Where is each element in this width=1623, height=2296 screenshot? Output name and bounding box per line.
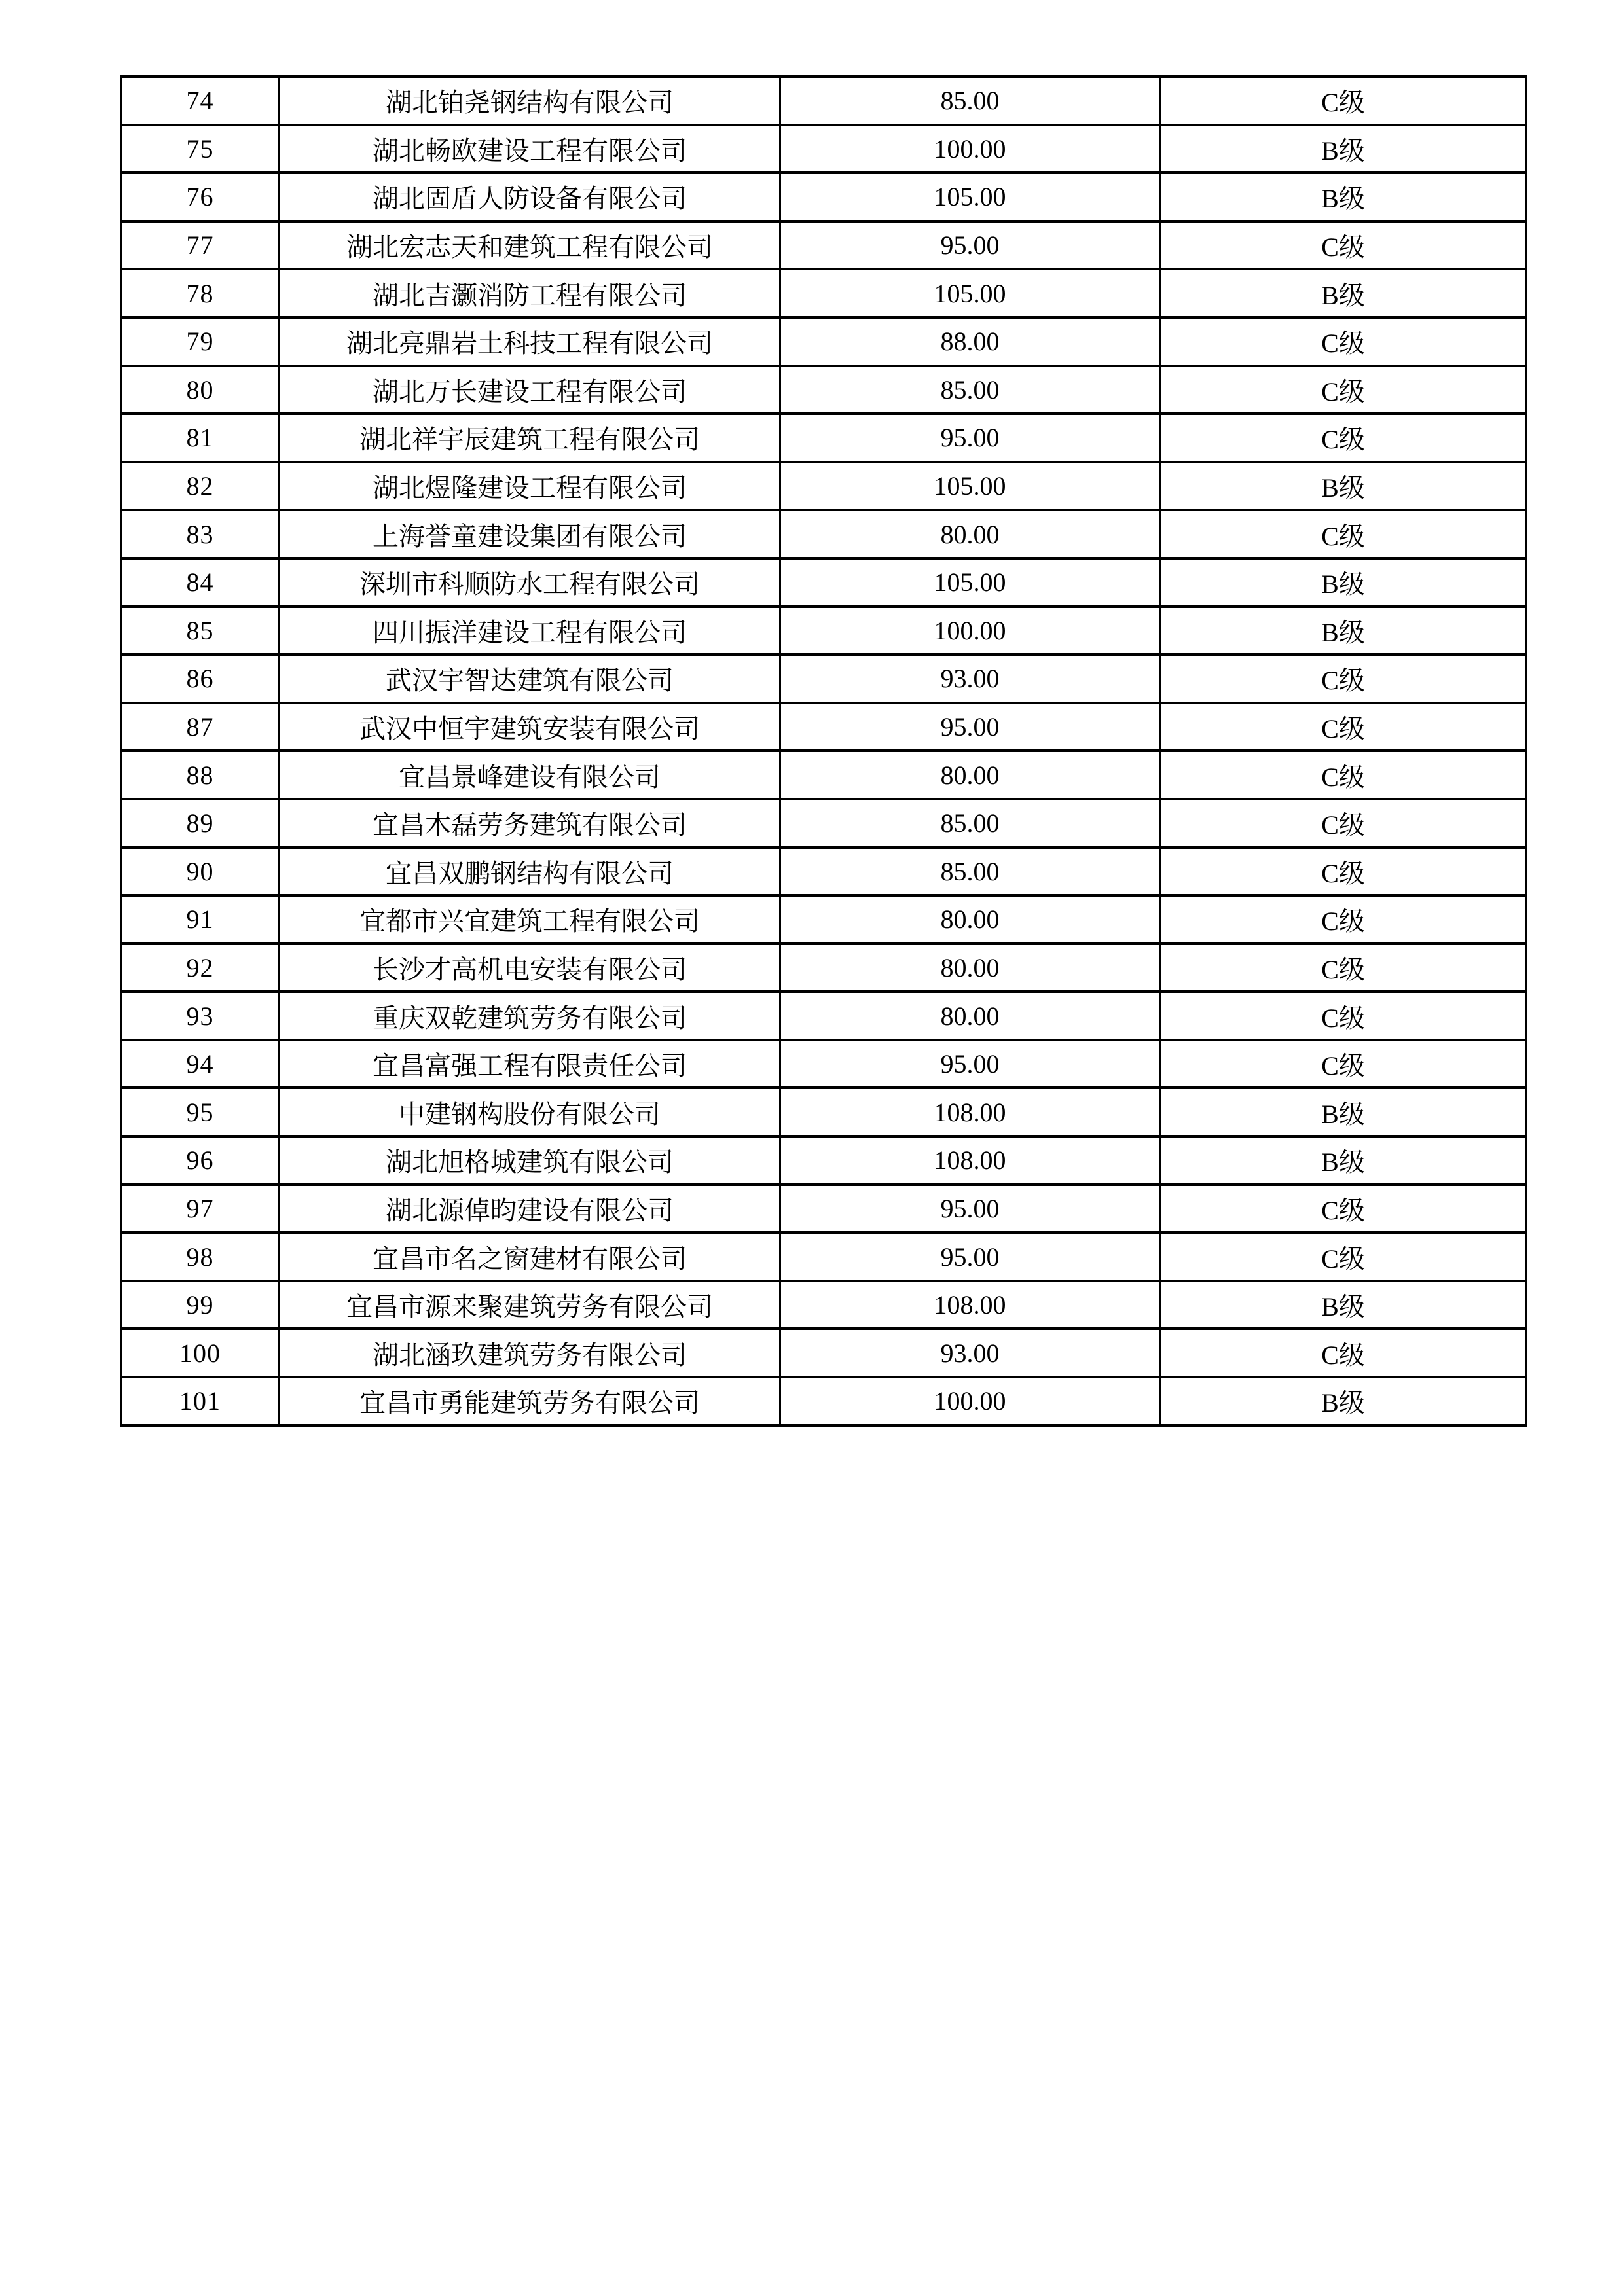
score-cell: 85.00: [780, 848, 1160, 896]
row-number-cell: 94: [121, 1040, 280, 1088]
table-row: [121, 125, 1527, 173]
company-name-cell: 上海誉童建设集团有限公司: [280, 510, 780, 558]
company-name-cell: 宜昌双鹏钢结构有限公司: [280, 848, 780, 896]
company-name-cell: 湖北吉灏消防工程有限公司: [280, 269, 780, 317]
row-number-cell: 96: [121, 1136, 280, 1185]
table-row: [121, 1377, 1527, 1426]
row-number-cell: 86: [121, 655, 280, 703]
score-cell: 95.00: [780, 1232, 1160, 1281]
grade-cell: B级: [1160, 558, 1527, 607]
company-name-cell: 湖北畅欧建设工程有限公司: [280, 125, 780, 173]
company-name-cell: 湖北旭格城建筑有限公司: [280, 1136, 780, 1185]
table-row: [121, 269, 1527, 317]
score-cell: 108.00: [780, 1136, 1160, 1185]
company-name-cell: 湖北宏志天和建筑工程有限公司: [280, 221, 780, 270]
score-cell: 105.00: [780, 269, 1160, 317]
score-cell: 105.00: [780, 173, 1160, 221]
score-cell: 108.00: [780, 1088, 1160, 1136]
table-row: [121, 1185, 1527, 1233]
row-number-cell: 99: [121, 1281, 280, 1329]
table-row: [121, 655, 1527, 703]
grade-cell: B级: [1160, 462, 1527, 511]
company-name-cell: 湖北亮鼎岩土科技工程有限公司: [280, 317, 780, 366]
table-row: [121, 366, 1527, 414]
grade-cell: C级: [1160, 944, 1527, 992]
grade-cell: C级: [1160, 414, 1527, 462]
row-number-cell: 83: [121, 510, 280, 558]
row-number-cell: 82: [121, 462, 280, 511]
company-name-cell: 武汉宇智达建筑有限公司: [280, 655, 780, 703]
score-cell: 80.00: [780, 944, 1160, 992]
company-name-cell: 长沙才高机电安装有限公司: [280, 944, 780, 992]
grade-cell: C级: [1160, 992, 1527, 1040]
company-name-cell: 宜昌富强工程有限责任公司: [280, 1040, 780, 1088]
score-cell: 85.00: [780, 77, 1160, 125]
row-number-cell: 88: [121, 751, 280, 799]
table-row: [121, 1040, 1527, 1088]
score-cell: 95.00: [780, 414, 1160, 462]
row-number-cell: 79: [121, 317, 280, 366]
grade-cell: B级: [1160, 173, 1527, 221]
row-number-cell: 74: [121, 77, 280, 125]
score-cell: 95.00: [780, 703, 1160, 751]
table-row: [121, 1281, 1527, 1329]
table-row: [121, 751, 1527, 799]
company-name-cell: 武汉中恒宇建筑安装有限公司: [280, 703, 780, 751]
table-row: [121, 558, 1527, 607]
company-name-cell: 湖北固盾人防设备有限公司: [280, 173, 780, 221]
row-number-cell: 80: [121, 366, 280, 414]
table-row: [121, 1329, 1527, 1377]
table-body: [121, 77, 1527, 1426]
grade-cell: C级: [1160, 799, 1527, 848]
table-row: [121, 414, 1527, 462]
grade-cell: C级: [1160, 366, 1527, 414]
table-row: [121, 895, 1527, 944]
grade-cell: B级: [1160, 1281, 1527, 1329]
row-number-cell: 85: [121, 607, 280, 655]
grade-cell: C级: [1160, 751, 1527, 799]
company-name-cell: 四川振洋建设工程有限公司: [280, 607, 780, 655]
company-name-cell: 湖北涵玖建筑劳务有限公司: [280, 1329, 780, 1377]
grade-cell: C级: [1160, 703, 1527, 751]
row-number-cell: 97: [121, 1185, 280, 1233]
score-cell: 95.00: [780, 221, 1160, 270]
row-number-cell: 77: [121, 221, 280, 270]
grade-cell: B级: [1160, 607, 1527, 655]
grade-cell: C级: [1160, 848, 1527, 896]
score-cell: 80.00: [780, 510, 1160, 558]
table-row: [121, 317, 1527, 366]
score-cell: 80.00: [780, 992, 1160, 1040]
row-number-cell: 91: [121, 895, 280, 944]
company-name-cell: 湖北源倬昀建设有限公司: [280, 1185, 780, 1233]
row-number-cell: 87: [121, 703, 280, 751]
grade-cell: C级: [1160, 1329, 1527, 1377]
table-row: [121, 462, 1527, 511]
row-number-cell: 93: [121, 992, 280, 1040]
table-row: [121, 173, 1527, 221]
company-name-cell: 宜都市兴宜建筑工程有限公司: [280, 895, 780, 944]
grade-cell: C级: [1160, 1185, 1527, 1233]
score-cell: 85.00: [780, 366, 1160, 414]
score-cell: 100.00: [780, 607, 1160, 655]
score-cell: 88.00: [780, 317, 1160, 366]
score-cell: 80.00: [780, 751, 1160, 799]
grade-cell: C级: [1160, 1232, 1527, 1281]
company-name-cell: 宜昌市源来聚建筑劳务有限公司: [280, 1281, 780, 1329]
row-number-cell: 78: [121, 269, 280, 317]
row-number-cell: 95: [121, 1088, 280, 1136]
company-name-cell: 湖北铂尧钢结构有限公司: [280, 77, 780, 125]
score-cell: 93.00: [780, 1329, 1160, 1377]
grade-cell: C级: [1160, 317, 1527, 366]
table-row: [121, 607, 1527, 655]
row-number-cell: 84: [121, 558, 280, 607]
company-name-cell: 重庆双乾建筑劳务有限公司: [280, 992, 780, 1040]
grade-cell: B级: [1160, 125, 1527, 173]
row-number-cell: 98: [121, 1232, 280, 1281]
table-row: [121, 799, 1527, 848]
score-cell: 100.00: [780, 125, 1160, 173]
row-number-cell: 90: [121, 848, 280, 896]
table-row: [121, 221, 1527, 270]
score-cell: 95.00: [780, 1185, 1160, 1233]
row-number-cell: 89: [121, 799, 280, 848]
company-name-cell: 湖北祥宇辰建筑工程有限公司: [280, 414, 780, 462]
company-name-cell: 宜昌景峰建设有限公司: [280, 751, 780, 799]
grade-cell: B级: [1160, 1088, 1527, 1136]
table-row: [121, 1232, 1527, 1281]
score-cell: 95.00: [780, 1040, 1160, 1088]
table-row: [121, 1136, 1527, 1185]
score-cell: 105.00: [780, 462, 1160, 511]
row-number-cell: 76: [121, 173, 280, 221]
table-row: [121, 944, 1527, 992]
row-number-cell: 75: [121, 125, 280, 173]
row-number-cell: 100: [121, 1329, 280, 1377]
score-cell: 108.00: [780, 1281, 1160, 1329]
grade-cell: B级: [1160, 269, 1527, 317]
score-cell: 80.00: [780, 895, 1160, 944]
company-name-cell: 中建钢构股份有限公司: [280, 1088, 780, 1136]
grade-cell: C级: [1160, 221, 1527, 270]
score-cell: 85.00: [780, 799, 1160, 848]
company-name-cell: 湖北煜隆建设工程有限公司: [280, 462, 780, 511]
grade-cell: C级: [1160, 895, 1527, 944]
company-name-cell: 宜昌市名之窗建材有限公司: [280, 1232, 780, 1281]
table-row: [121, 510, 1527, 558]
table-row: [121, 77, 1527, 125]
table-row: [121, 703, 1527, 751]
score-cell: 100.00: [780, 1377, 1160, 1426]
grade-cell: B级: [1160, 1377, 1527, 1426]
score-cell: 105.00: [780, 558, 1160, 607]
company-name-cell: 宜昌市勇能建筑劳务有限公司: [280, 1377, 780, 1426]
row-number-cell: 92: [121, 944, 280, 992]
score-cell: 93.00: [780, 655, 1160, 703]
company-score-table: [120, 75, 1527, 1427]
company-name-cell: 湖北万长建设工程有限公司: [280, 366, 780, 414]
grade-cell: C级: [1160, 510, 1527, 558]
table-row: [121, 1088, 1527, 1136]
grade-cell: B级: [1160, 1136, 1527, 1185]
row-number-cell: 81: [121, 414, 280, 462]
grade-cell: C级: [1160, 77, 1527, 125]
table-row: [121, 848, 1527, 896]
table-row: [121, 992, 1527, 1040]
company-name-cell: 深圳市科顺防水工程有限公司: [280, 558, 780, 607]
row-number-cell: 101: [121, 1377, 280, 1426]
company-name-cell: 宜昌木磊劳务建筑有限公司: [280, 799, 780, 848]
grade-cell: C级: [1160, 1040, 1527, 1088]
grade-cell: C级: [1160, 655, 1527, 703]
